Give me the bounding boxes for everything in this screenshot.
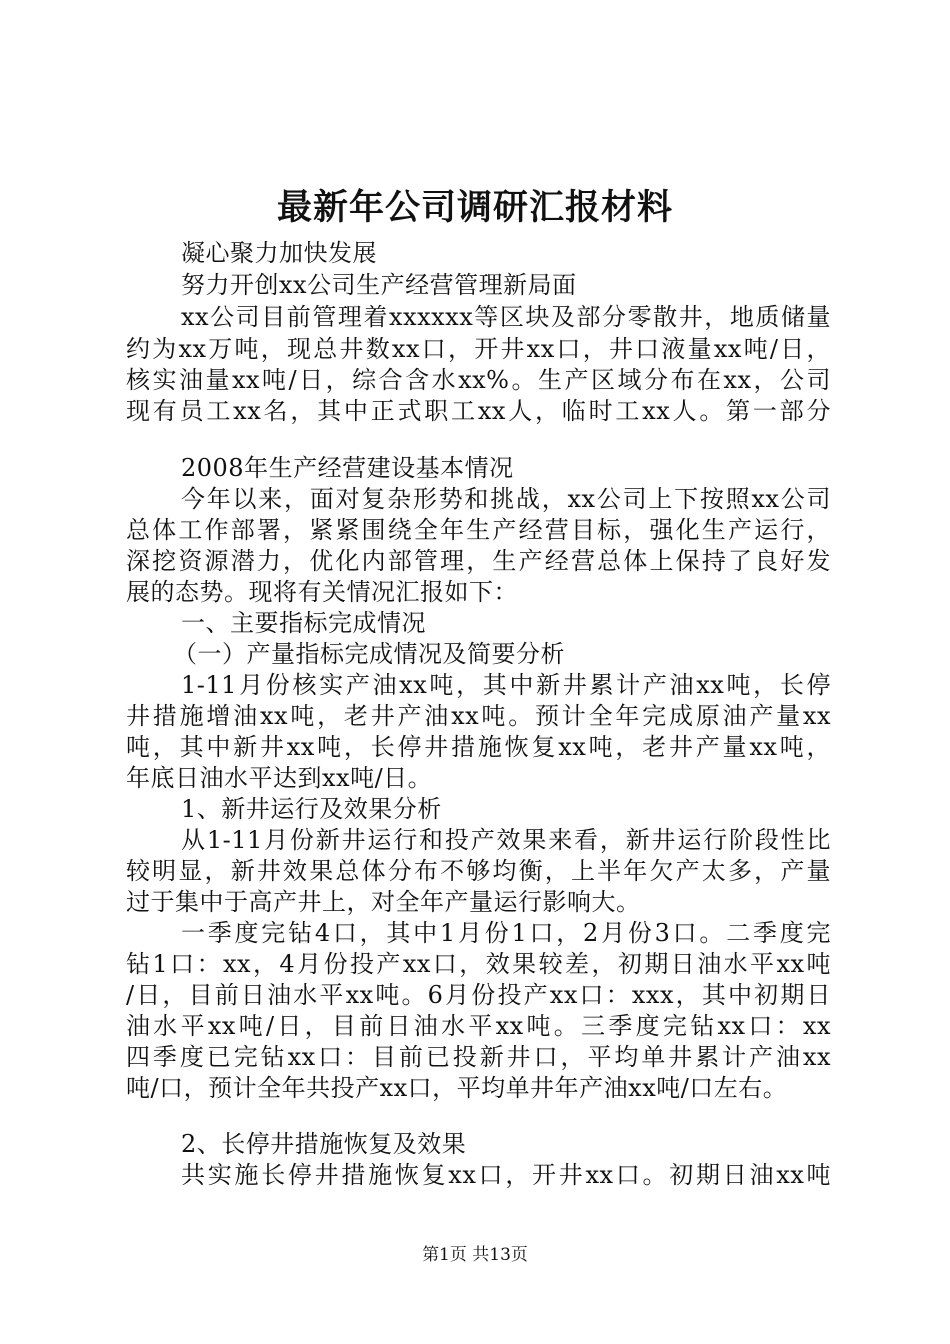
- paragraph-line: /日，目前日油水平xx吨。6月份投产xx口：xxx，其中初期日: [126, 981, 831, 1009]
- paragraph-line: 油水平xx吨/日，目前日油水平xx吨。三季度完钻xx口：xx: [126, 1012, 831, 1040]
- paragraph-line: 今年以来，面对复杂形势和挑战，xx公司上下按照xx公司: [181, 485, 831, 513]
- paragraph-line: 四季度已完钻xx口：目前已投新井口，平均单井累计产油xx: [126, 1043, 831, 1071]
- heading-line-2: 努力开创xx公司生产经营管理新局面: [181, 271, 577, 299]
- subsection-heading: （一）产量指标完成情况及简要分析: [173, 640, 565, 668]
- paragraph-line: 井措施增油xx吨，老井产油xx吨。预计全年完成原油产量xx: [126, 702, 831, 730]
- paragraph-line: 共实施长停井措施恢复xx口，开井xx口。初期日油xx吨: [181, 1161, 831, 1189]
- paragraph-line: 从1-11月份新井运行和投产效果来看，新井运行阶段性比: [181, 826, 831, 854]
- paragraph-line: 约为xx万吨，现总井数xx口，开井xx口，井口液量xx吨/日，: [126, 335, 831, 363]
- paragraph-line: 钻1口：xx，4月份投产xx口，效果较差，初期日油水平xx吨: [126, 950, 831, 978]
- page-footer: 第1页 共13页: [422, 1245, 528, 1265]
- paragraph-line: 总体工作部署，紧紧围绕全年生产经营目标，强化生产运行，: [126, 516, 831, 544]
- section-heading: 一、主要指标完成情况: [181, 609, 426, 637]
- paragraph-line: 深挖资源潜力，优化内部管理，生产经营总体上保持了良好发: [126, 547, 831, 575]
- subsection-heading: 1、新井运行及效果分析: [181, 795, 442, 823]
- heading-line-1: 凝心聚力加快发展: [181, 239, 377, 267]
- paragraph-line: 1-11月份核实产油xx吨，其中新井累计产油xx吨，长停: [181, 671, 831, 699]
- paragraph-line: 较明显，新井效果总体分布不够均衡，上半年欠产太多，产量: [126, 857, 831, 885]
- paragraph-line: 过于集中于高产井上，对全年产量运行影响大。: [126, 888, 641, 916]
- subsection-heading: 2、长停井措施恢复及效果: [181, 1130, 467, 1158]
- paragraph-line: 吨，其中新井xx吨，长停井措施恢复xx吨，老井产量xx吨，: [126, 733, 831, 761]
- document-title: 最新年公司调研汇报材料: [276, 187, 673, 228]
- paragraph-line: 一季度完钻4口，其中1月份1口，2月份3口。二季度完: [181, 919, 831, 947]
- paragraph-line: 展的态势。现将有关情况汇报如下：: [126, 578, 518, 606]
- paragraph-line: xx公司目前管理着xxxxxx等区块及部分零散井，地质储量: [181, 303, 831, 331]
- paragraph-line: 现有员工xx名，其中正式职工xx人，临时工xx人。第一部分: [126, 397, 831, 425]
- paragraph-line: 核实油量xx吨/日，综合含水xx%。生产区域分布在xx，公司: [126, 366, 831, 394]
- paragraph-line: 年底日油水平达到xx吨/日。: [126, 764, 433, 792]
- paragraph-line: 吨/口，预计全年共投产xx口，平均单井年产油xx吨/口左右。: [126, 1074, 788, 1102]
- section-heading: 2008年生产经营建设基本情况: [181, 454, 514, 482]
